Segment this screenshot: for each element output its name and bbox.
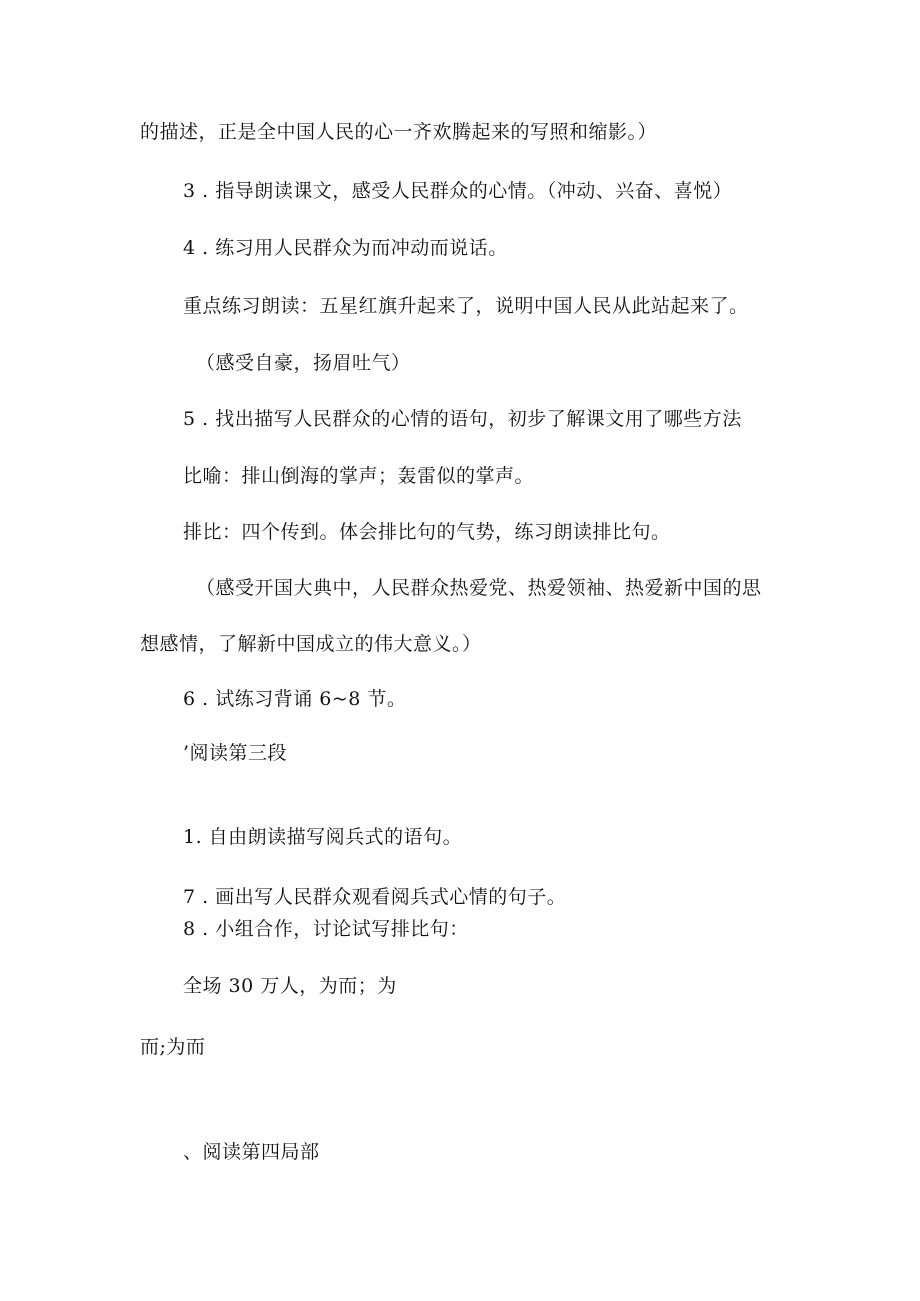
text-line: 想感情，了解新中国成立的伟大意义。） (140, 633, 482, 655)
text-line: 7 . 画出写人民群众观看阅兵式心情的句子。 (183, 886, 567, 908)
text-line: 重点练习朗读：五星红旗升起来了，说明中国人民从此站起来了。 (183, 295, 749, 317)
section-heading: ’阅读第三段 (183, 742, 288, 764)
text-line: 排比：四个传到。体会排比句的气势，练习朗读排比句。 (183, 521, 671, 543)
text-line: 而;为而 (140, 1036, 206, 1058)
text-line: 3 . 指导朗读课文，感受人民群众的心情。（冲动、兴奋、喜悦） (183, 180, 733, 202)
text-line: 8 . 小组合作，讨论试写排比句： (183, 918, 469, 940)
text-line: （感受自豪，扬眉吐气） (196, 352, 411, 374)
text-line: 6 . 试练习背诵 6~8 节。 (183, 688, 407, 710)
section-heading: 、阅读第四局部 (183, 1141, 320, 1163)
text-line: 5 . 找出描写人民群众的心情的语句，初步了解课文用了哪些方法 (183, 408, 742, 430)
text-line: 4 . 练习用人民群众为而冲动而说话。 (183, 237, 508, 259)
text-line: 比喻：排山倒海的掌声；轰雷似的掌声。 (183, 465, 535, 487)
text-line: 全场 30 万人，为而；为 (183, 975, 397, 997)
text-line: 的描述，正是全中国人民的心一齐欢腾起来的写照和缩影。） (140, 121, 658, 143)
text-line: （感受开国大典中，人民群众热爱党、热爱领袖、热爱新中国的思 (196, 577, 762, 599)
text-line: 1. 自由朗读描写阅兵式的语句。 (183, 826, 463, 848)
